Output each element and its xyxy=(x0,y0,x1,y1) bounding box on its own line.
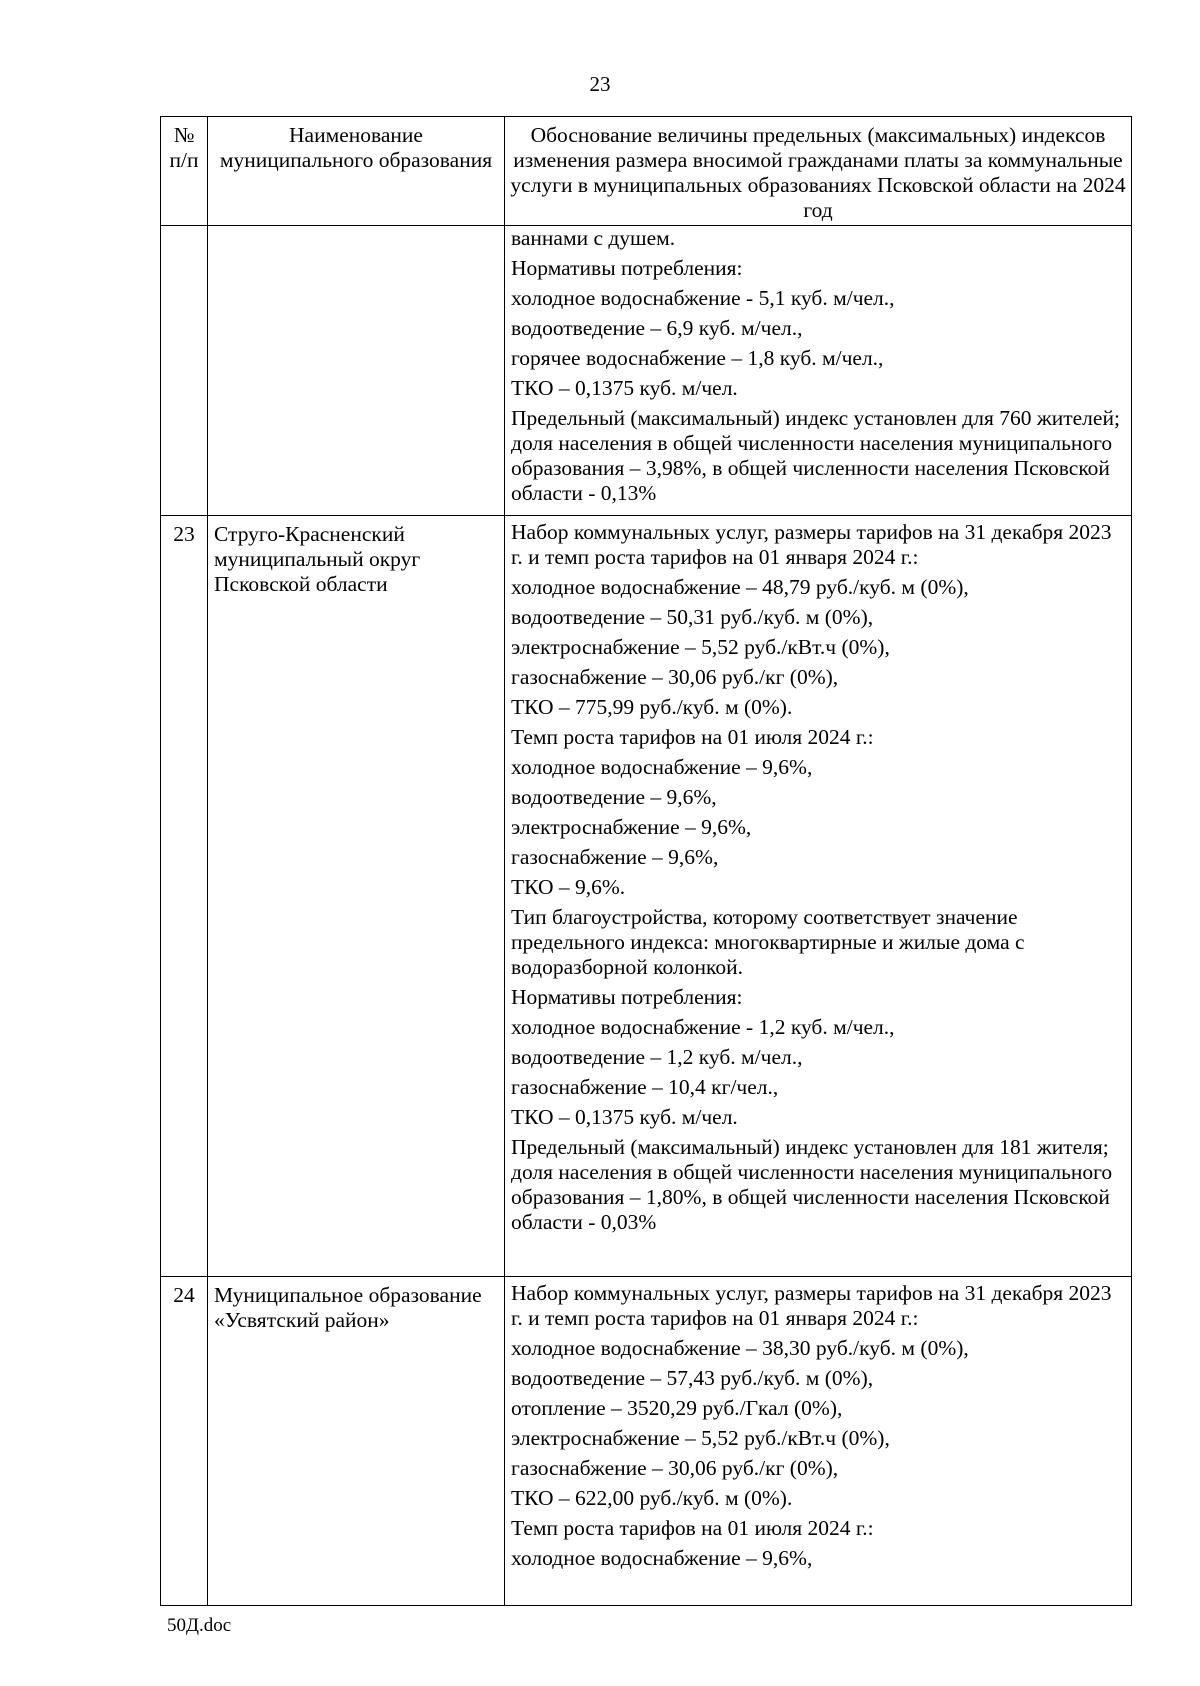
justification-paragraph: Нормативы потребления: xyxy=(511,985,743,1009)
header-justification: Обоснование величины предельных (максимальных) индексов изменения размера вносимой гражданами платы за коммунальные услуги в муниципальных образованиях Псковской области на 2024 год xyxy=(505,117,1132,226)
justification-cell xyxy=(505,1277,1132,1606)
justification-paragraph: Нормативы потребления: xyxy=(511,256,743,280)
justification-paragraph: ТКО – 0,1375 куб. м/чел. xyxy=(511,376,738,400)
justification-paragraph: водоотведение – 57,43 руб./куб. м (0%), xyxy=(511,1366,874,1390)
justification-paragraph: ТКО – 775,99 руб./куб. м (0%). xyxy=(511,695,793,719)
justification-paragraph: холодное водоснабжение – 9,6%, xyxy=(511,755,813,779)
justification-paragraph: Предельный (максимальный) индекс установлен для 760 жителей; доля населения в общей численности населения муниципального образования – 3,98%, в общей численности населения Псковской области - 0,13% xyxy=(511,406,1120,505)
justification-paragraph: холодное водоснабжение – 48,79 руб./куб. м (0%), xyxy=(511,575,969,599)
justification-paragraph: газоснабжение – 10,4 кг/чел., xyxy=(511,1075,779,1099)
justification-paragraph: холодное водоснабжение - 5,1 куб. м/чел., xyxy=(511,286,895,310)
justification-paragraph: газоснабжение – 9,6%, xyxy=(511,845,719,869)
justification-paragraph: Предельный (максимальный) индекс установлен для 181 жителя; доля населения в общей численности населения муниципального образования – 1,80%, в общей численности населения Псковской области - 0,03% xyxy=(511,1135,1113,1234)
table-row xyxy=(161,226,1132,516)
municipality-name: Струго-Красненский муниципальный округ Псковской области xyxy=(208,516,505,1277)
justification-paragraph: Темп роста тарифов на 01 июля 2024 г.: xyxy=(511,1516,874,1540)
justification-paragraph: холодное водоснабжение - 1,2 куб. м/чел., xyxy=(511,1015,895,1039)
justification-paragraph: газоснабжение – 30,06 руб./кг (0%), xyxy=(511,1456,839,1480)
justification-paragraph: газоснабжение – 30,06 руб./кг (0%), xyxy=(511,665,839,689)
footer-file-name: 50Д.doc xyxy=(167,1615,232,1636)
justification-cell xyxy=(505,226,1132,516)
tariff-index-table xyxy=(160,116,1132,1606)
table-header-row xyxy=(161,117,1132,226)
justification-paragraph: электроснабжение – 5,52 руб./кВт.ч (0%), xyxy=(511,1426,890,1450)
justification-paragraph: ТКО – 622,00 руб./куб. м (0%). xyxy=(511,1486,793,1510)
justification-paragraph: отопление – 3520,29 руб./Гкал (0%), xyxy=(511,1396,843,1420)
justification-paragraph: электроснабжение – 9,6%, xyxy=(511,815,752,839)
justification-paragraph: ТКО – 0,1375 куб. м/чел. xyxy=(511,1105,738,1129)
justification-cell xyxy=(505,516,1132,1277)
justification-paragraph: ваннами с душем. xyxy=(511,226,676,250)
justification-paragraph: водоотведение – 1,2 куб. м/чел., xyxy=(511,1045,803,1069)
justification-paragraph: ТКО – 9,6%. xyxy=(511,875,626,899)
header-number: № п/п xyxy=(161,117,208,226)
row-number: 24 xyxy=(161,1277,208,1606)
municipality-name: Муниципальное образование «Усвятский район» xyxy=(208,1277,505,1606)
justification-paragraph: водоотведение – 50,31 руб./куб. м (0%), xyxy=(511,605,874,629)
justification-paragraph: Набор коммунальных услуг, размеры тарифов на 31 декабря 2023 г. и темп роста тарифов на 01 января 2024 г.: xyxy=(511,520,1112,569)
justification-paragraph: Набор коммунальных услуг, размеры тарифов на 31 декабря 2023 г. и темп роста тарифов на 01 января 2024 г.: xyxy=(511,1281,1112,1330)
row-number: 23 xyxy=(161,516,208,1277)
justification-paragraph: Тип благоустройства, которому соответствует значение предельного индекса: многоквартирные и жилые дома с водоразборной колонкой. xyxy=(511,905,1025,979)
table-row xyxy=(161,516,1132,1277)
justification-paragraph: электроснабжение – 5,52 руб./кВт.ч (0%), xyxy=(511,635,890,659)
page-number: 23 xyxy=(589,72,611,96)
header-municipality-name: Наименование муниципального образования xyxy=(208,117,505,226)
row-number xyxy=(161,226,208,516)
justification-paragraph: Темп роста тарифов на 01 июля 2024 г.: xyxy=(511,725,874,749)
justification-paragraph: водоотведение – 6,9 куб. м/чел., xyxy=(511,316,803,340)
justification-paragraph: холодное водоснабжение – 9,6%, xyxy=(511,1546,813,1570)
justification-paragraph: водоотведение – 9,6%, xyxy=(511,785,717,809)
table-row xyxy=(161,1277,1132,1606)
municipality-name xyxy=(208,226,505,516)
justification-paragraph: горячее водоснабжение – 1,8 куб. м/чел., xyxy=(511,346,884,370)
justification-paragraph: холодное водоснабжение – 38,30 руб./куб. м (0%), xyxy=(511,1336,969,1360)
